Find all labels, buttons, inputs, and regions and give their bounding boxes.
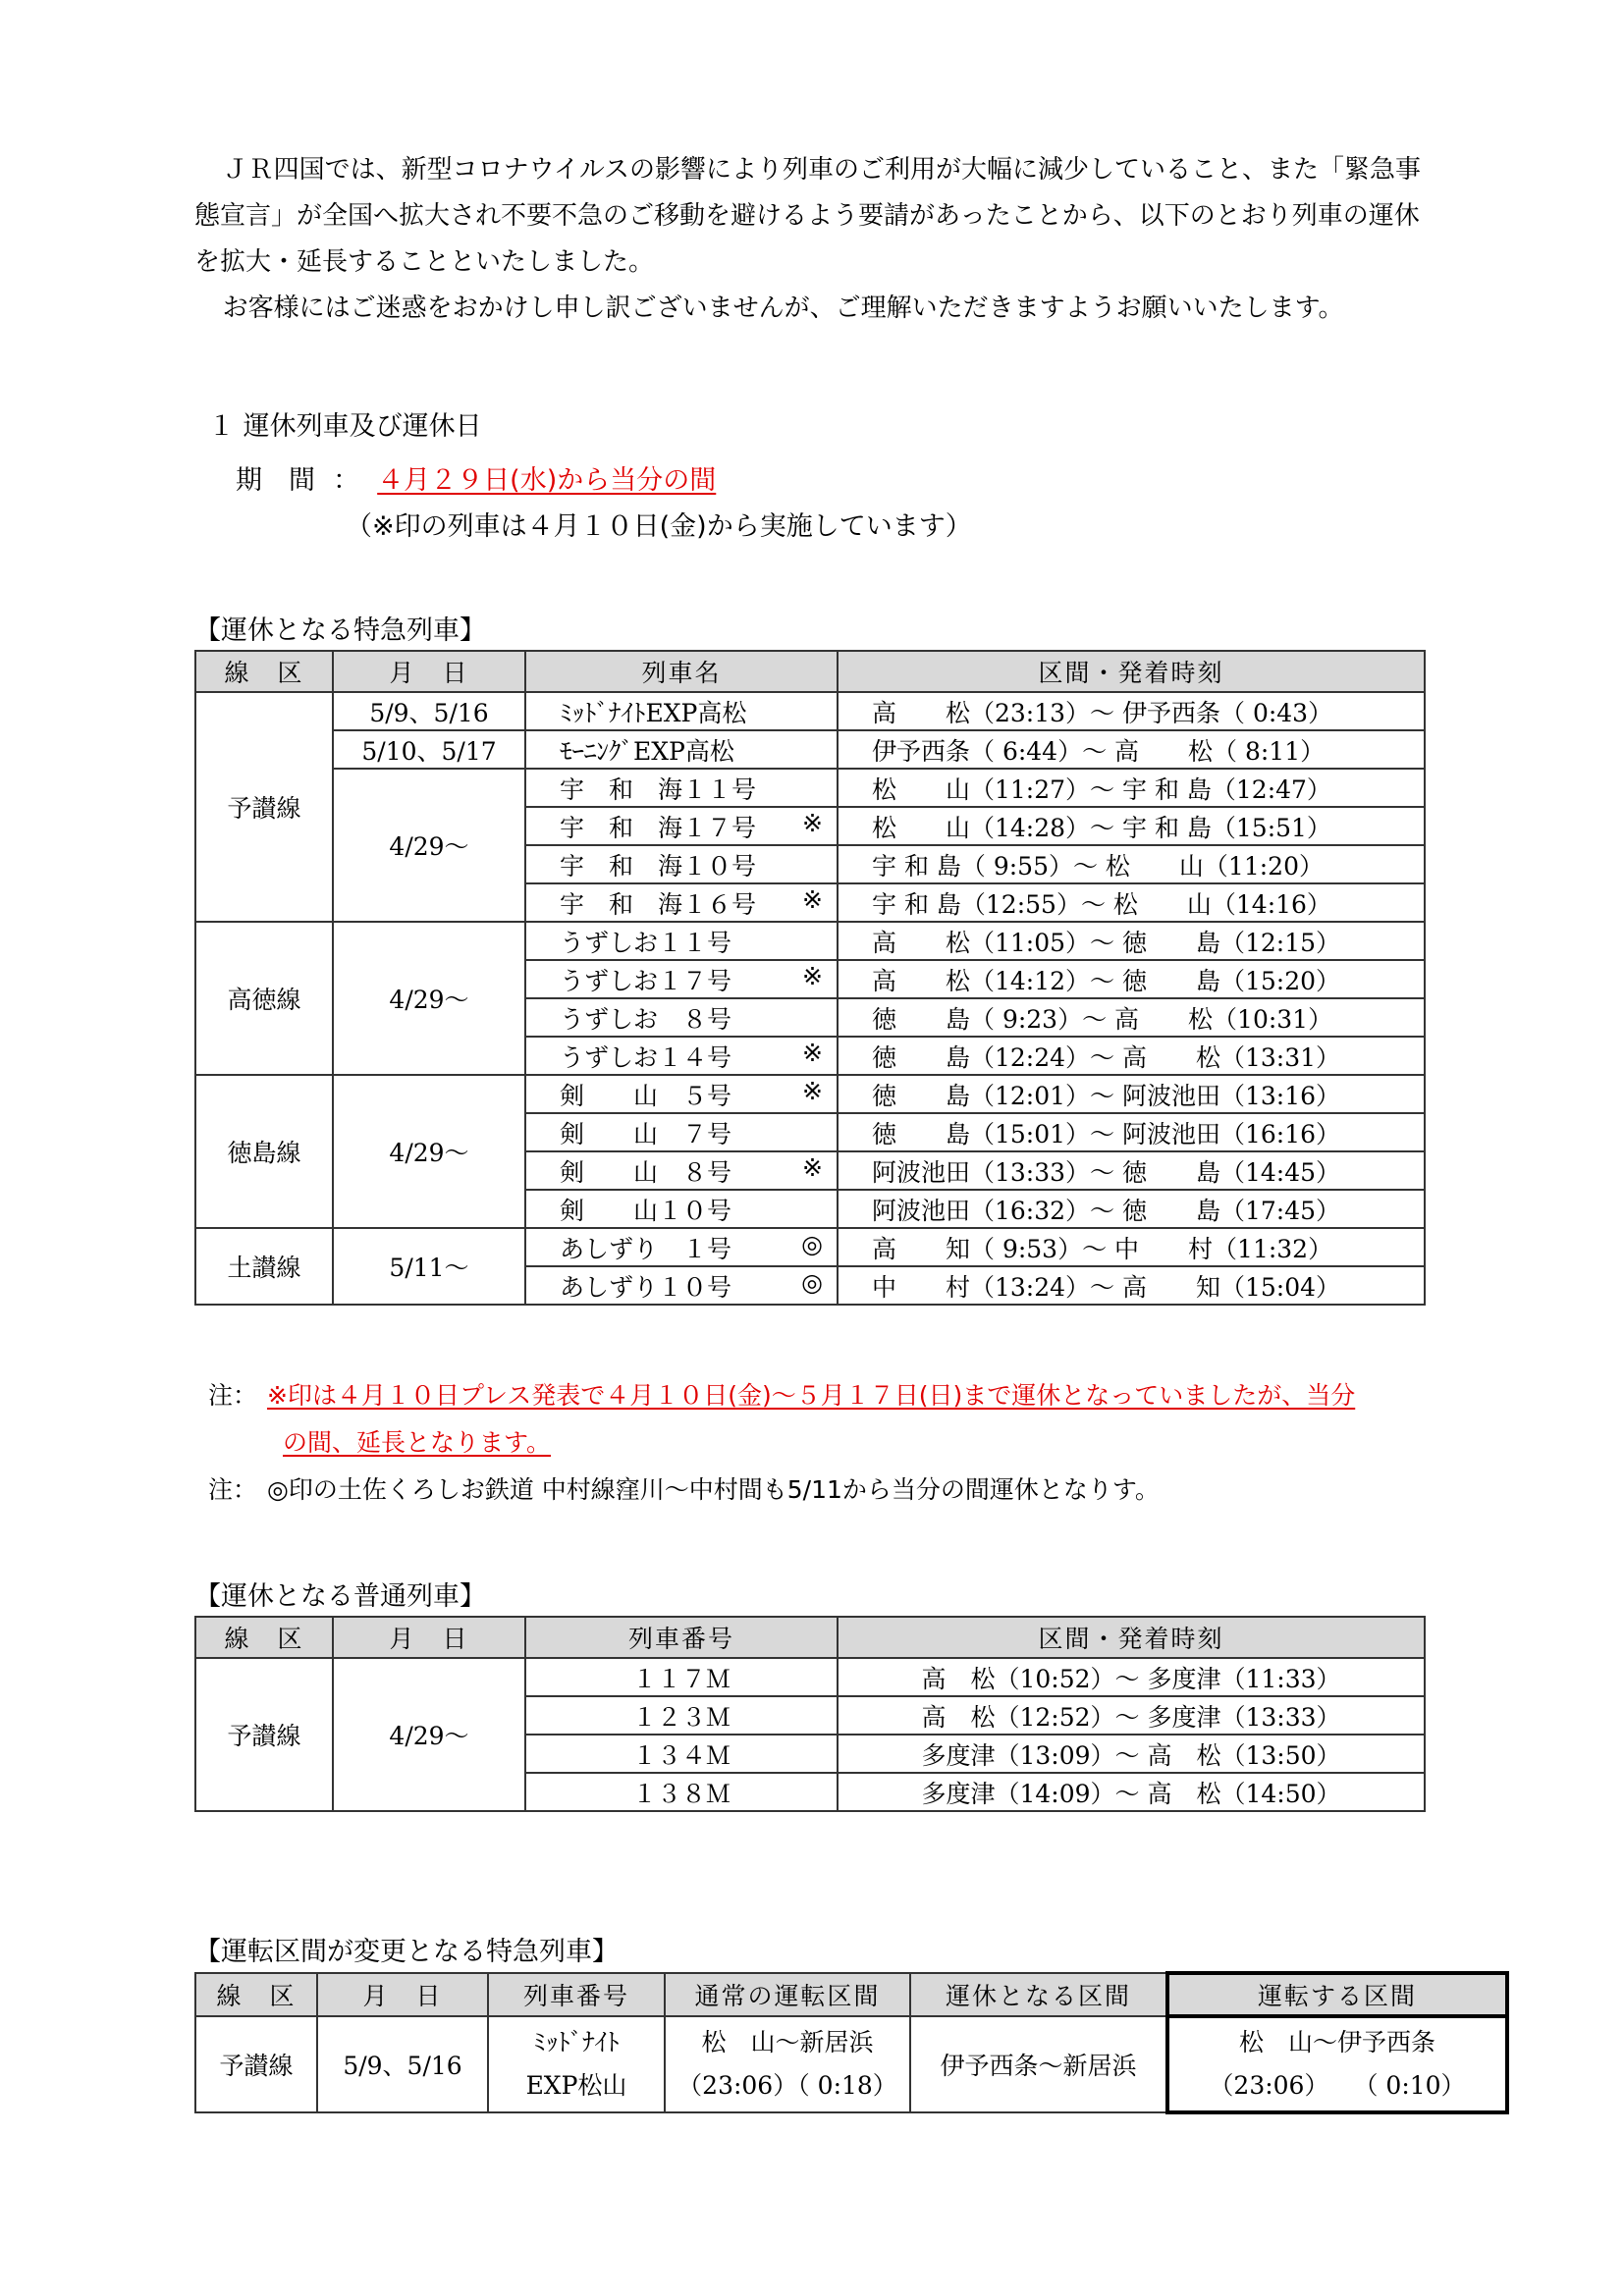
line-cell: 徳島線 [195, 1075, 333, 1228]
section-cell: 高 松（23:13）～ 伊予西条（ 0:43） [838, 692, 1425, 730]
train-name-cell [525, 1113, 838, 1151]
express-header-row [195, 651, 1425, 692]
train-name-cell [525, 845, 838, 883]
train-name: うずしお１４号 [560, 1042, 732, 1072]
train-name-cell [525, 1037, 838, 1075]
train-name-cell [525, 922, 838, 960]
section-cell: 高 松（12:52）～ 多度津（13:33） [838, 1696, 1425, 1735]
line-cell: 高徳線 [195, 922, 333, 1075]
section-cell: 徳 島（ 9:23）～ 高 松（10:31） [838, 998, 1425, 1037]
date-cell: 4/29～ [333, 1658, 525, 1811]
note-1-continued [208, 1419, 1355, 1467]
intro-text [194, 147, 1432, 332]
section-cell: 松 山（14:28）～ 宇 和 島（15:51） [838, 807, 1425, 845]
train-name: うずしお１１号 [560, 928, 732, 957]
date-cell: 5/10、5/17 [333, 730, 525, 769]
period-note: （※印の列車は４月１０日(金)から実施しています） [346, 511, 972, 542]
train-name-cell [525, 692, 838, 730]
train-name-cell [525, 998, 838, 1037]
section-cell: 伊予西条（ 6:44）～ 高 松（ 8:11） [838, 730, 1425, 769]
train-name-cell [525, 960, 838, 998]
note-label: 注： [208, 1381, 258, 1410]
train-name-cell [525, 769, 838, 807]
train-name-cell [525, 730, 838, 769]
train-number-cell: １１７Ｍ [525, 1658, 838, 1696]
train-number-line-2: EXP松山 [525, 2071, 627, 2100]
section-cell: 宇 和 島（12:55）～ 松 山（14:16） [838, 883, 1425, 922]
section-cell: 高 松（11:05）～ 徳 島（12:15） [838, 922, 1425, 960]
local-caption: 【運休となる普通列車】 [194, 1581, 486, 1612]
date-cell: 5/9、5/16 [333, 692, 525, 730]
train-name: 剣 山 ５号 [560, 1081, 732, 1110]
line-cell: 予讃線 [195, 1658, 333, 1811]
train-number-cell: １２３Ｍ [525, 1696, 838, 1735]
intro-paragraph-2: お客様にはご迷惑をおかけし申し訳ございませんが、ご理解いただきますようお願いいたします。 [222, 294, 1344, 323]
train-number-cell: １３４Ｍ [525, 1735, 838, 1773]
line-cell: 予讃線 [195, 2016, 317, 2112]
section-cell: 多度津（14:09）～ 高 松（14:50） [838, 1773, 1425, 1811]
header-date: 月 日 [333, 1617, 525, 1658]
train-name: 宇 和 海１７号 [560, 813, 757, 842]
train-mark: ◎ [801, 1267, 823, 1297]
note-1-text-b: の間、延長となります。 [283, 1428, 552, 1457]
date-cell: 4/29～ [333, 769, 525, 922]
train-mark: ※ [802, 808, 823, 837]
changed-header-row [195, 1973, 1507, 2016]
header-train-name: 列車名 [525, 651, 838, 692]
train-number-cell: １３８Ｍ [525, 1773, 838, 1811]
train-number-line-1: ﾐｯﾄﾞﾅｲﾄ [533, 2028, 620, 2056]
local-header-row [195, 1617, 1425, 1658]
header-running-section: 運転する区間 [1167, 1973, 1507, 2016]
table-row [195, 692, 1425, 730]
normal-section-line-2: （23:06）（ 0:18） [677, 2071, 897, 2100]
header-date: 月 日 [333, 651, 525, 692]
section-cell: 中 村（13:24）～ 高 知（15:04） [838, 1266, 1425, 1305]
suspended-section-cell: 伊予西条～新居浜 [910, 2016, 1167, 2112]
date-cell: 5/11～ [333, 1228, 525, 1305]
running-section-line-2: （23:06） （ 0:10） [1209, 2071, 1466, 2100]
period-line [236, 458, 716, 497]
train-mark: ◎ [801, 1229, 823, 1258]
section-cell: 阿波池田（13:33）～ 徳 島（14:45） [838, 1151, 1425, 1190]
date-cell: 4/29～ [333, 1075, 525, 1228]
header-section: 区間・発着時刻 [838, 1617, 1425, 1658]
section-cell: 徳 島（15:01）～ 阿波池田（16:16） [838, 1113, 1425, 1151]
note-1 [208, 1372, 1355, 1419]
train-name: 剣 山１０号 [560, 1196, 732, 1225]
section-cell: 徳 島（12:24）～ 高 松（13:31） [838, 1037, 1425, 1075]
period-separator: ： [333, 465, 360, 496]
train-name: あしずり１０号 [560, 1272, 732, 1302]
changed-table [194, 1971, 1509, 2114]
normal-section-cell [665, 2016, 910, 2112]
header-section: 区間・発着時刻 [838, 651, 1425, 692]
header-date: 月 日 [317, 1973, 488, 2016]
note-label: 注： [208, 1475, 258, 1504]
train-mark: ※ [802, 1038, 823, 1067]
changed-caption: 【運転区間が変更となる特急列車】 [194, 1937, 619, 1967]
train-name: 剣 山 ８号 [560, 1157, 732, 1187]
train-name-cell [525, 1151, 838, 1190]
section-cell: 松 山（11:27）～ 宇 和 島（12:47） [838, 769, 1425, 807]
train-name: うずしお ８号 [560, 1004, 732, 1034]
train-name-cell [525, 807, 838, 845]
header-train-number: 列車番号 [525, 1617, 838, 1658]
table-row [195, 1658, 1425, 1696]
train-name-cell [525, 1075, 838, 1113]
table-row [195, 922, 1425, 960]
section-cell: 阿波池田（16:32）～ 徳 島（17:45） [838, 1190, 1425, 1228]
train-name: 剣 山 ７号 [560, 1119, 732, 1148]
train-name: あしずり １号 [560, 1234, 732, 1263]
line-cell: 予讃線 [195, 692, 333, 922]
train-name-cell [525, 1190, 838, 1228]
section-cell: 徳 島（12:01）～ 阿波池田（13:16） [838, 1075, 1425, 1113]
train-number-cell [488, 2016, 665, 2112]
note-2 [208, 1467, 1355, 1514]
note-1-text-a: ※印は４月１０日プレス発表で４月１０日(金)～５月１７日(日)まで運休となっていましたが、当分 [267, 1381, 1356, 1410]
train-mark: ※ [802, 884, 823, 914]
express-table [194, 650, 1426, 1306]
train-name-cell [525, 883, 838, 922]
date-cell: 5/9、5/16 [317, 2016, 488, 2112]
note-2-text: ◎印の土佐くろしお鉄道 中村線窪川～中村間も5/11から当分の間運休となりす。 [267, 1475, 1160, 1504]
train-name-cell [525, 1228, 838, 1266]
running-section-cell [1167, 2016, 1507, 2112]
section-heading: １ 運休列車及び運休日 [208, 411, 482, 442]
table-row [195, 730, 1425, 769]
section-cell: 高 知（ 9:53）～ 中 村（11:32） [838, 1228, 1425, 1266]
period-value: ４月２９日(水)から当分の間 [377, 465, 717, 496]
normal-section-line-1: 松 山～新居浜 [701, 2028, 874, 2056]
header-train-number: 列車番号 [488, 1973, 665, 2016]
notes [208, 1372, 1355, 1514]
period-label: 期 間 [236, 465, 315, 496]
train-name-cell [525, 1266, 838, 1305]
header-line: 線 区 [195, 1973, 317, 2016]
intro-paragraph-1: ＪＲ四国では、新型コロナウイルスの影響により列車のご利用が大幅に減少していること、また「緊急事態宣言」が全国へ拡大され不要不急のご移動を避けるよう要請があったことから、以下のとおり列車の運休を拡大・延長することといたしました。 [194, 155, 1422, 277]
table-row [195, 1075, 1425, 1113]
section-cell: 多度津（13:09）～ 高 松（13:50） [838, 1735, 1425, 1773]
section-cell: 高 松（14:12）～ 徳 島（15:20） [838, 960, 1425, 998]
header-suspended-section: 運休となる区間 [910, 1973, 1167, 2016]
train-name: うずしお１７号 [560, 966, 732, 995]
header-line: 線 区 [195, 651, 333, 692]
header-normal-section: 通常の運転区間 [665, 1973, 910, 2016]
line-cell: 土讃線 [195, 1228, 333, 1305]
section-cell: 高 松（10:52）～ 多度津（11:33） [838, 1658, 1425, 1696]
section-cell: 宇 和 島（ 9:55）～ 松 山（11:20） [838, 845, 1425, 883]
train-mark: ※ [802, 961, 823, 990]
train-name: 宇 和 海１０号 [560, 851, 757, 881]
table-row [195, 769, 1425, 807]
train-mark: ※ [802, 1076, 823, 1105]
train-name: 宇 和 海１６号 [560, 889, 757, 919]
express-caption: 【運休となる特急列車】 [194, 615, 486, 646]
header-line: 線 区 [195, 1617, 333, 1658]
train-name: 宇 和 海１１号 [560, 774, 757, 804]
train-name: ﾐｯﾄﾞﾅｲﾄEXP高松 [560, 698, 747, 727]
train-mark: ※ [802, 1152, 823, 1182]
running-section-line-1: 松 山～伊予西条 [1238, 2028, 1435, 2056]
table-row [195, 2016, 1507, 2112]
table-row [195, 1228, 1425, 1266]
train-name: ﾓｰﾆﾝｸﾞEXP高松 [560, 736, 734, 766]
local-table [194, 1616, 1426, 1812]
date-cell: 4/29～ [333, 922, 525, 1075]
